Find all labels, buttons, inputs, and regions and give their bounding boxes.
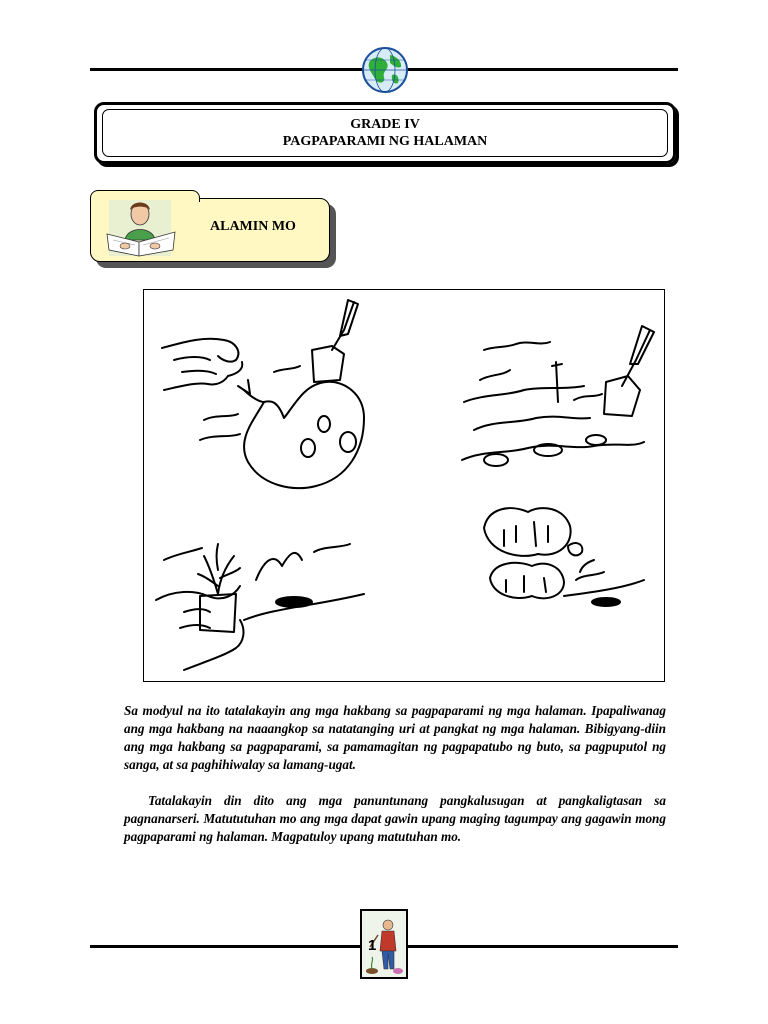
intro-paragraph-1: Sa modyul na ito tatalakayin ang mga hakbang sa pagpaparami ng mga halaman. Ipapaliwanag ang mga hakbang na naaangkop sa natatanging uri at pangkat ng mga halaman. Bibigyang-diin ang mga hakbang sa pagpaparami, sa pamamagitan ng pagpapatubo ng buto, sa pagpuputol ng sanga, at sa paghihiwalay sa lamang-ugat. (124, 703, 666, 772)
seedling-planting-drawing (156, 544, 364, 670)
intro-text (124, 702, 666, 846)
planting-illustration (143, 289, 665, 682)
intro-paragraph-2: Tatalakayin din dito ang mga panuntunang pangkalusugan at pangkaligtasan sa pagnanarseri. Matututuhan mo ang mga dapat gawin upang maging tagumpay ang gagawin mong pagpaparami ng halaman. Magpatuloy upang matutuhan mo. (124, 793, 666, 844)
module-title: PAGPAPARAMI NG HALAMAN (282, 134, 488, 149)
page-number: 1 (368, 937, 377, 954)
covering-soil-drawing (462, 326, 654, 466)
sprouts-drawing (484, 508, 644, 606)
page-number-badge (360, 909, 408, 979)
globe-icon (360, 45, 410, 95)
section-label: ALAMIN MO (210, 219, 296, 234)
reading-student-icon (103, 196, 181, 258)
seed-sowing-drawing (162, 300, 364, 488)
grade-label: GRADE IV (350, 117, 420, 132)
module-title-box (94, 102, 676, 164)
